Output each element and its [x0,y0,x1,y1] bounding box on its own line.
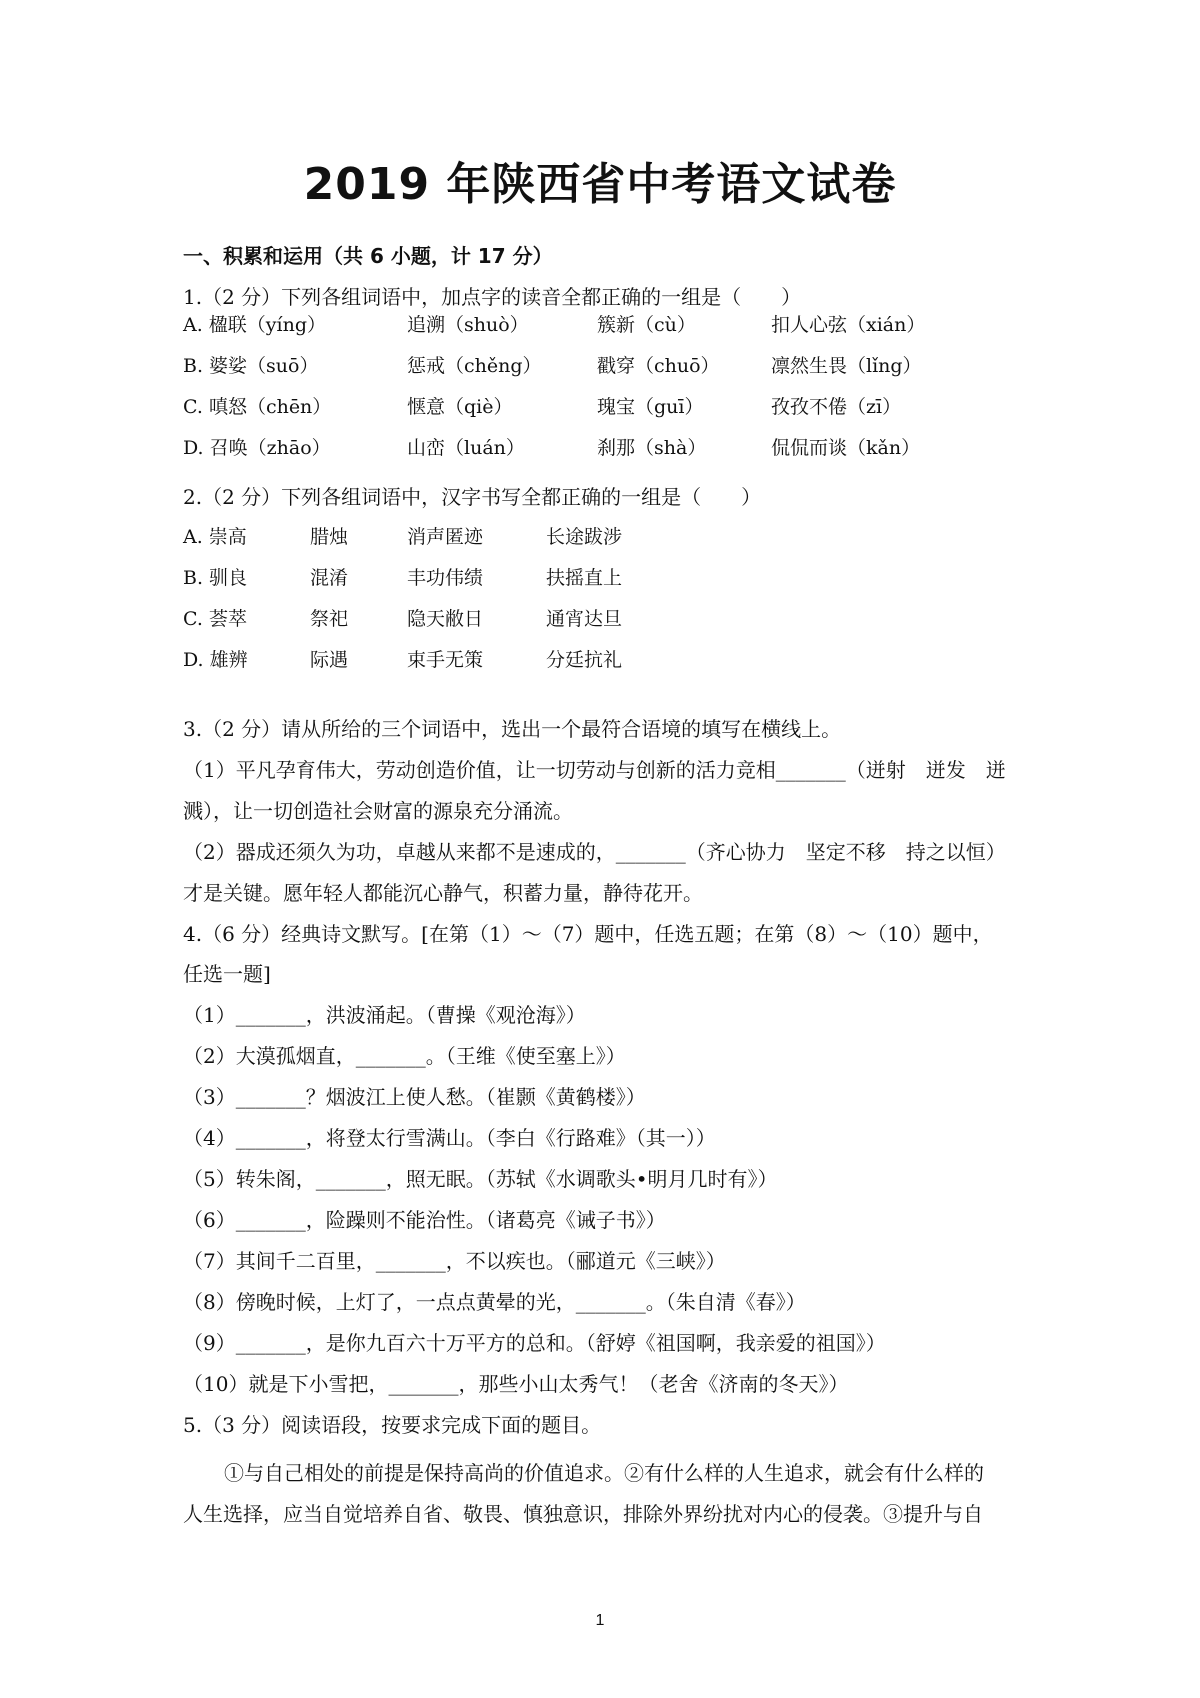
page-number: 1 [595,1612,605,1629]
q2-a-2: 腊烛 [310,526,349,548]
q2-d-1: D. 雄辨 [183,649,248,671]
q1-c-1: C. 嗔怒（chēn） [183,396,332,418]
q2-c-4: 通宵达旦 [546,608,623,630]
question-5-stem: 5.（3 分）阅读语段，按要求完成下面的题目。 [183,1413,602,1437]
q5-passage-line2: 人生选择，应当自觉培养自省、敬畏、慎独意识，排除外界纷扰对内心的侵袭。③提升与自 [183,1502,983,1526]
question-4-stem-cont: 任选一题] [183,962,271,986]
q2-c-3: 隐天敝日 [407,608,484,630]
q2-d-2: 际遇 [310,649,349,671]
q1-a-4: 扣人心弦（xián） [771,314,926,336]
q2-a-4: 长途跋涉 [546,526,623,548]
q2-b-1: B. 驯良 [183,567,248,589]
question-3-stem: 3.（2 分）请从所给的三个词语中，选出一个最符合语境的填写在横线上。 [183,717,842,741]
q4-item-10: （10）就是下小雪把，_______，那些小山太秀气！（老舍《济南的冬天》） [183,1372,849,1396]
q1-b-2: 惩戒（chěng） [407,355,542,377]
q3-part1-line1: （1）平凡孕育伟大，劳动创造价值，让一切劳动与创新的活力竞相_______（迸射 迸发 迸 [183,758,1006,782]
q1-b-3: 戳穿（chuō） [597,355,720,377]
q2-d-4: 分廷抗礼 [546,649,623,671]
q1-a-3: 簇新（cù） [597,314,696,336]
q4-item-2: （2）大漠孤烟直，_______。（王维《使至塞上》） [183,1044,626,1068]
q2-b-4: 扶摇直上 [546,567,623,589]
q4-item-5: （5）转朱阁，_______，照无眠。（苏轼《水调歌头•明月几时有》） [183,1167,778,1191]
q3-part2-line1: （2）器成还须久为功，卓越从来都不是速成的，_______（齐心协力 坚定不移 持之以恒） [183,840,1006,864]
q1-b-4: 凛然生畏（lǐng） [771,355,922,377]
q1-d-1: D. 召唤（zhāo） [183,437,331,459]
q2-b-2: 混淆 [310,567,349,589]
q1-d-2: 山峦（luán） [407,437,525,459]
q5-passage-line1: ①与自己相处的前提是保持高尚的价值追求。②有什么样的人生追求，就会有什么样的 [224,1461,984,1485]
q2-a-3: 消声匿迹 [407,526,484,548]
q4-item-3: （3）_______？烟波江上使人愁。（崔颢《黄鹤楼》） [183,1085,646,1109]
q4-item-4: （4）_______，将登太行雪满山。（李白《行路难》（其一）） [183,1126,716,1150]
q2-c-1: C. 荟萃 [183,608,247,630]
section-heading: 一、积累和运用（共 6 小题，计 17 分） [183,244,553,268]
q1-c-3: 瑰宝（guī） [597,396,704,418]
page-title: 2019 年陕西省中考语文试卷 [303,159,897,210]
q4-item-9: （9）_______，是你九百六十万平方的总和。（舒婷《祖国啊，我亲爱的祖国》） [183,1331,886,1355]
q1-a-1: A. 楹联（yíng） [183,314,327,336]
question-2-stem: 2.（2 分）下列各组词语中，汉字书写全都正确的一组是（ ） [183,485,762,509]
q2-a-1: A. 崇高 [183,526,247,548]
q3-part2-line2: 才是关键。愿年轻人都能沉心静气，积蓄力量，静待花开。 [183,881,703,905]
q1-c-4: 孜孜不倦（zī） [771,396,902,418]
question-1-stem: 1.（2 分）下列各组词语中，加点字的读音全都正确的一组是（ ） [183,285,802,309]
q4-item-8: （8）傍晚时候，上灯了，一点点黄晕的光，_______。（朱自清《春》） [183,1290,806,1314]
q3-part1-line2: 溅），让一切创造社会财富的源泉充分涌流。 [183,799,573,823]
q4-item-1: （1）_______，洪波涌起。（曹操《观沧海》） [183,1003,586,1027]
q4-item-6: （6）_______，险躁则不能治性。（诸葛亮《诫子书》） [183,1208,666,1232]
question-4-stem: 4.（6 分）经典诗文默写。[在第（1）～（7）题中，任选五题；在第（8）～（10）题中， [183,922,993,946]
q2-c-2: 祭祀 [310,608,349,630]
q1-c-2: 惬意（qiè） [407,396,513,418]
q2-d-3: 束手无策 [407,649,484,671]
q2-b-3: 丰功伟绩 [407,567,484,589]
q1-a-2: 追溯（shuò） [407,314,529,336]
q4-item-7: （7）其间千二百里，_______，不以疾也。（郦道元《三峡》） [183,1249,726,1273]
q1-d-3: 刹那（shà） [597,437,707,459]
q1-d-4: 侃侃而谈（kǎn） [771,437,921,459]
q1-b-1: B. 婆娑（suō） [183,355,319,377]
